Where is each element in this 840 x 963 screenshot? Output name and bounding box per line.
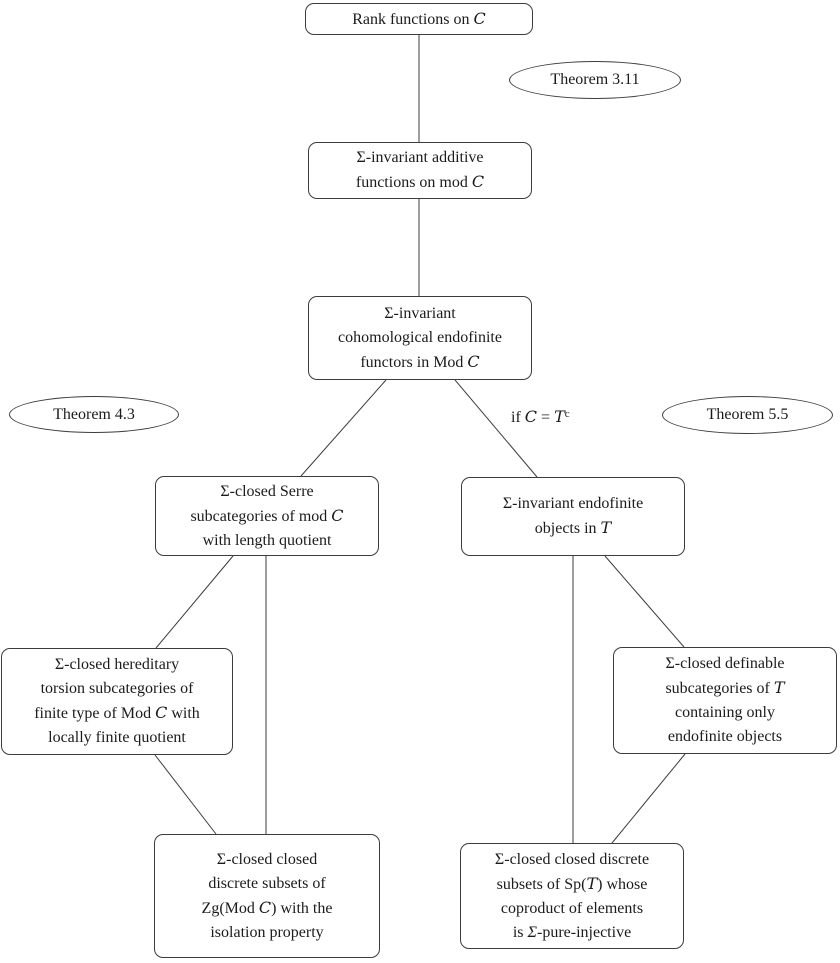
node-hereditary-torsion: Σ-closed hereditary torsion subcategories of finite type of Mod C with locally finite quotient (1, 648, 233, 755)
node-definable: Σ-closed definable subcategories of T containing only endofinite objects (613, 647, 837, 754)
node-serre: Σ-closed Serre subcategories of mod C with length quotient (155, 476, 379, 556)
edge-hereditary-to-zg-discrete (155, 755, 216, 834)
node-rank-functions (305, 3, 533, 35)
theorem-4-3-label: Theorem 4.3 (53, 405, 135, 423)
node-endofinite-objects: Σ-invariant endofinite objects in T (461, 477, 685, 556)
script-T: T (773, 678, 785, 697)
italic-sigma: Σ (527, 923, 537, 941)
theorem-3-11-label: Theorem 3.11 (550, 71, 640, 88)
edge-definable-to-sp-discrete (612, 754, 685, 843)
node-sigma-additive: Σ-invariant additive functions on mod C (308, 142, 532, 199)
edge-condition-label: if $C = T^c$ (511, 407, 570, 426)
node-theorem-4-3 (9, 396, 179, 433)
script-T: T (586, 873, 598, 893)
node-theorem-5-5 (662, 396, 833, 434)
script-T: T (600, 518, 612, 537)
node-rank-functions-text: Rank functions on C (352, 8, 486, 28)
script-T: T (554, 407, 565, 426)
script-C: C (331, 505, 344, 525)
script-C: C (473, 8, 486, 28)
edge-endofinite-objects-to-definable (605, 556, 684, 647)
node-sigma-cohomological: Σ-invariant cohomological endofinite functors in Mod C (308, 296, 532, 380)
edge-cohomological-to-serre (301, 380, 386, 476)
node-zg-discrete: Σ-closed closed discrete subsets of Zg(Mod C) with the isolation property (154, 834, 380, 958)
script-C: C (471, 172, 485, 191)
script-C: C (258, 897, 272, 917)
node-sp-discrete: Σ-closed closed discrete subsets of Sp(T) whose coproduct of elements is Σ-pure-injective (460, 843, 684, 949)
superscript-c: c (564, 408, 570, 420)
script-C: C (467, 351, 480, 371)
script-C: C (155, 703, 168, 722)
edge-serre-to-hereditary (156, 556, 233, 648)
script-C: C (524, 407, 538, 426)
theorem-5-5-label: Theorem 5.5 (706, 406, 789, 423)
node-theorem-3-11 (509, 61, 681, 99)
